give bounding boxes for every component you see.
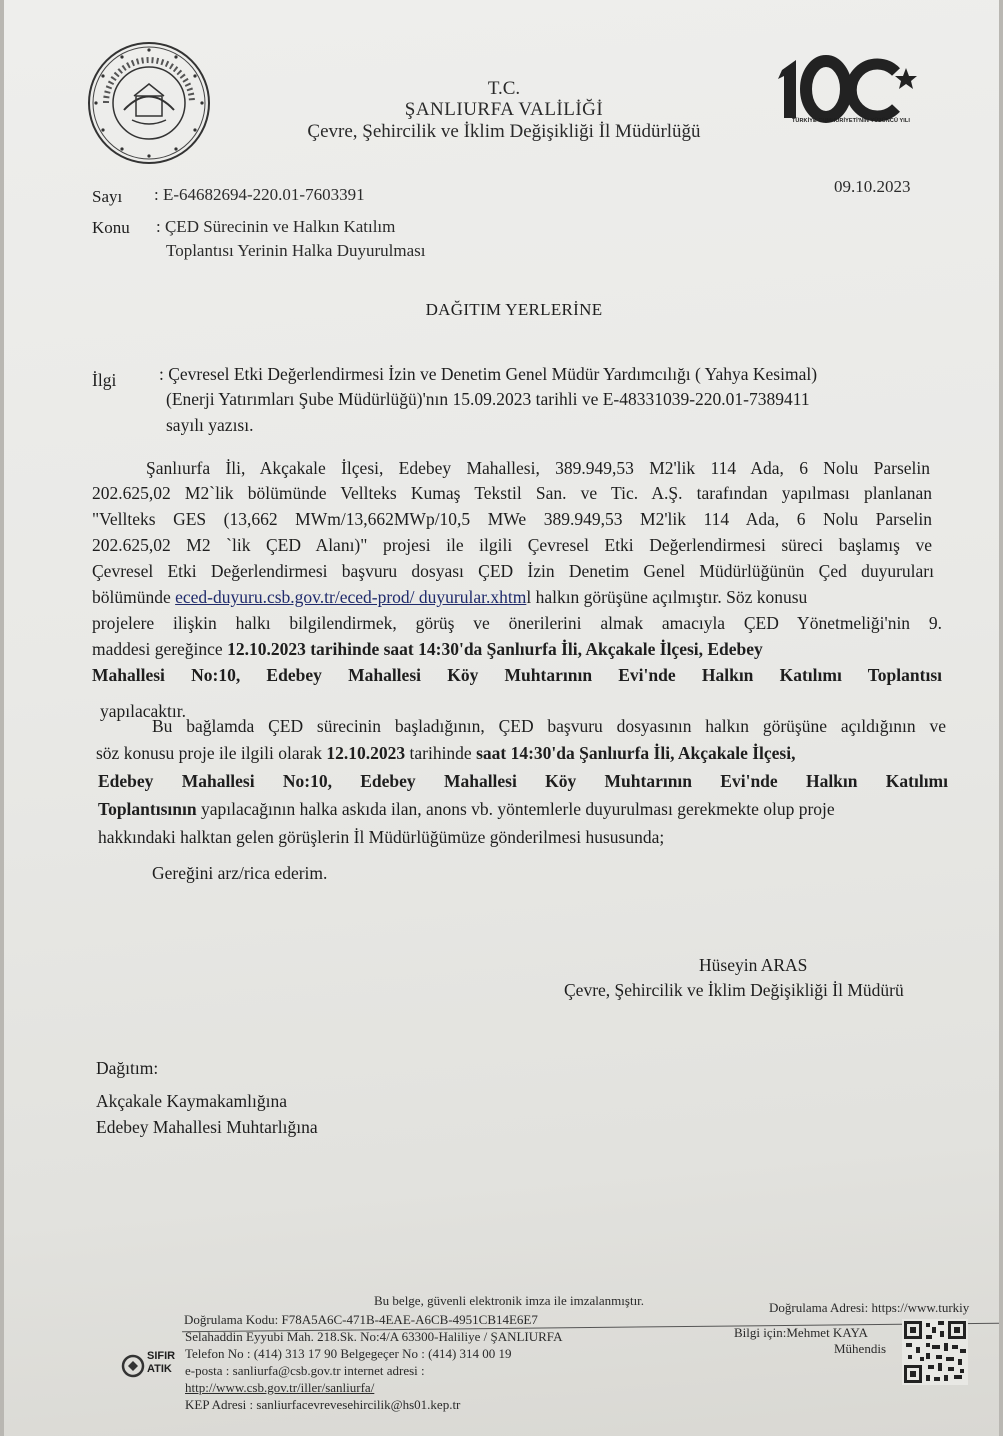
document-date: 09.10.2023 <box>834 177 911 196</box>
para2-line-5: hakkındaki halktan gelen görüşlerin İl Müdürlüğümüze gönderilmesi hususunda; <box>98 827 665 847</box>
para1-line-8 <box>92 637 763 663</box>
para2-line-1: Bu bağlamda ÇED sürecinin başladığının, ÇED başvuru dosyasının halkın görüşüne açıldığının ve <box>152 716 946 736</box>
para1-line-6-end: l halkın görüşüne açılmıştır. Söz konusu <box>526 587 808 607</box>
footer-web-link[interactable]: http://www.csb.gov.tr/iller/sanliurfa/ <box>185 1380 375 1395</box>
para2-date-bold: 12.10.2023 <box>326 743 406 763</box>
para1-line-6-start: bölümünde <box>92 587 176 607</box>
logo-caption: TÜRKİYE CUMHURİYETİ'NİN YÜZÜNCÜ YILI <box>791 118 911 124</box>
ministry-seal-icon <box>84 38 214 168</box>
footer-email: e-posta : sanliurfa@csb.gov.tr internet adresi : <box>185 1363 425 1378</box>
atik-text: ATIK <box>147 1363 172 1375</box>
signatory-name: Hüseyin ARAS <box>699 955 808 975</box>
konu-label: Konu <box>92 218 130 237</box>
ilgi-line-2: (Enerji Yatırımları Şube Müdürlüğü)'nın 15.09.2023 tarihli ve E-48331039-220.01-7389411 <box>166 389 810 409</box>
distribution-item-1: Akçakale Kaymakamlığına <box>96 1091 287 1111</box>
qr-code-icon[interactable] <box>902 1319 968 1385</box>
sayi-label: Sayı <box>92 187 123 206</box>
para1-line-1: Şanlıurfa İli, Akçakale İlçesi, Edebey Mahallesi, 389.949,53 M2'lik 114 Ada, 6 Nolu Parselin <box>146 458 930 478</box>
ilgi-line-1: : Çevresel Etki Değerlendirmesi İzin ve Denetim Genel Müdür Yardımcılığı ( Yahya Kesimal) <box>159 364 818 384</box>
para1-line-4: 202.625,02 M2 `lik ÇED Alanı)" projesi ile ilgili Çevresel Etki Değerlendirmesi süreci başlamış ve <box>92 535 932 555</box>
para2-line-2-c: tarihinde <box>405 743 477 763</box>
para2-line-4 <box>98 797 835 823</box>
verification-code: Doğrulama Kodu: F78A5A6C-471B-4EAE-A6CB-4951CB14E6E7 <box>184 1312 538 1327</box>
distribution-heading: DAĞITIM YERLERİNE <box>425 300 603 319</box>
para2-line-6: Gereğini arz/rica ederim. <box>152 863 328 883</box>
para1-line-9: Mahallesi No:10, Edebey Mahallesi Köy Muhtarının Evi'nde Halkın Katılımı Toplantısı <box>92 665 942 685</box>
para2-line-4-rest: yapılacağının halka askıda ilan, anons vb. yöntemlerle duyurulması gerekmekte olup proje <box>196 799 835 819</box>
footer-kep: KEP Adresi : sanliurfacevrevesehircilik@hs01.kep.tr <box>185 1397 461 1412</box>
esign-note: Bu belge, güvenli elektronik imza ile imzalanmıştır. <box>374 1293 645 1308</box>
konu-line-1: : ÇED Sürecinin ve Halkın Katılım <box>156 217 396 236</box>
recycle-icon <box>121 1354 145 1378</box>
verification-address[interactable]: Doğrulama Adresi: https://www.turkiy <box>769 1300 970 1315</box>
info-contact: Bilgi için:Mehmet KAYA <box>734 1325 868 1340</box>
distribution-item-2: Edebey Mahallesi Muhtarlığına <box>96 1117 318 1137</box>
para2-line-2-a: söz konusu proje ile ilgili olarak <box>96 743 327 763</box>
para2-line-2 <box>96 741 795 767</box>
ilgi-label: İlgi <box>92 370 117 390</box>
para1-line-3: "Vellteks GES (13,662 MWm/13,662MWp/10,5 MWe 389.949,53 M2'lik 114 Ada, 6 Nolu Parselin <box>92 509 932 529</box>
para1-line-10: yapılacaktır. <box>100 701 187 721</box>
para1-line-7: projelere ilişkin halkı bilgilendirmek, görüş ve önerilerini almak amacıyla ÇED Yönetmeliği'nin 9. <box>92 613 942 633</box>
para2-location-bold: saat 14:30'da Şanlıurfa İli, Akçakale İlçesi, <box>476 743 796 763</box>
sifir-text: SIFIR <box>147 1350 176 1362</box>
meeting-date-bold: 12.10.2023 tarihinde saat 14:30'da Şanlıurfa İli, Akçakale İlçesi, Edebey <box>227 639 763 659</box>
sayi-value: : E-64682694-220.01-7603391 <box>154 185 365 204</box>
header-tc: T.C. <box>487 78 521 99</box>
para2-line-3: Edebey Mahallesi No:10, Edebey Mahallesi Köy Muhtarının Evi'nde Halkın Katılımı <box>98 771 948 791</box>
ilgi-line-3: sayılı yazısı. <box>166 415 254 435</box>
signatory-title: Çevre, Şehircilik ve İklim Değişikliği İl Müdürü <box>564 980 904 1000</box>
para1-line-6 <box>92 585 807 611</box>
document-page <box>4 0 999 1436</box>
eced-duyuru-link[interactable]: eced-duyuru.csb.gov.tr/eced-prod/ duyurular.xhtm <box>175 587 527 607</box>
para1-line-5: Çevresel Etki Değerlendirmesi başvuru dosyası ÇED İzin Denetim Genel Müdürlüğünün Çed duyuruları <box>92 561 934 581</box>
konu-line-2: Toplantısı Yerinin Halka Duyurulması <box>166 241 426 260</box>
para1-line-8-start: maddesi gereğince <box>92 639 228 659</box>
para2-toplantisinin-bold: Toplantısının <box>98 799 197 819</box>
header-mudurluk: Çevre, Şehircilik ve İklim Değişikliği İl Müdürlüğü <box>307 121 701 142</box>
para1-line-2: 202.625,02 M2`lik bölümünde Vellteks Kumaş Tekstil San. ve Tic. A.Ş. tarafından yapılması planlanan <box>92 483 932 503</box>
sifir-atik-logo <box>121 1350 181 1390</box>
header-valilik: ŞANLIURFA VALİLİĞİ <box>404 99 604 120</box>
info-title: Mühendis <box>834 1341 886 1356</box>
footer-address: Selahaddin Eyyubi Mah. 218.Sk. No:4/A 63300-Haliliye / ŞANLIURFA <box>185 1329 563 1344</box>
footer-phone: Telefon No : (414) 313 17 90 Belgegeçer No : (414) 314 00 19 <box>185 1346 512 1361</box>
distribution-label: Dağıtım: <box>96 1058 159 1078</box>
